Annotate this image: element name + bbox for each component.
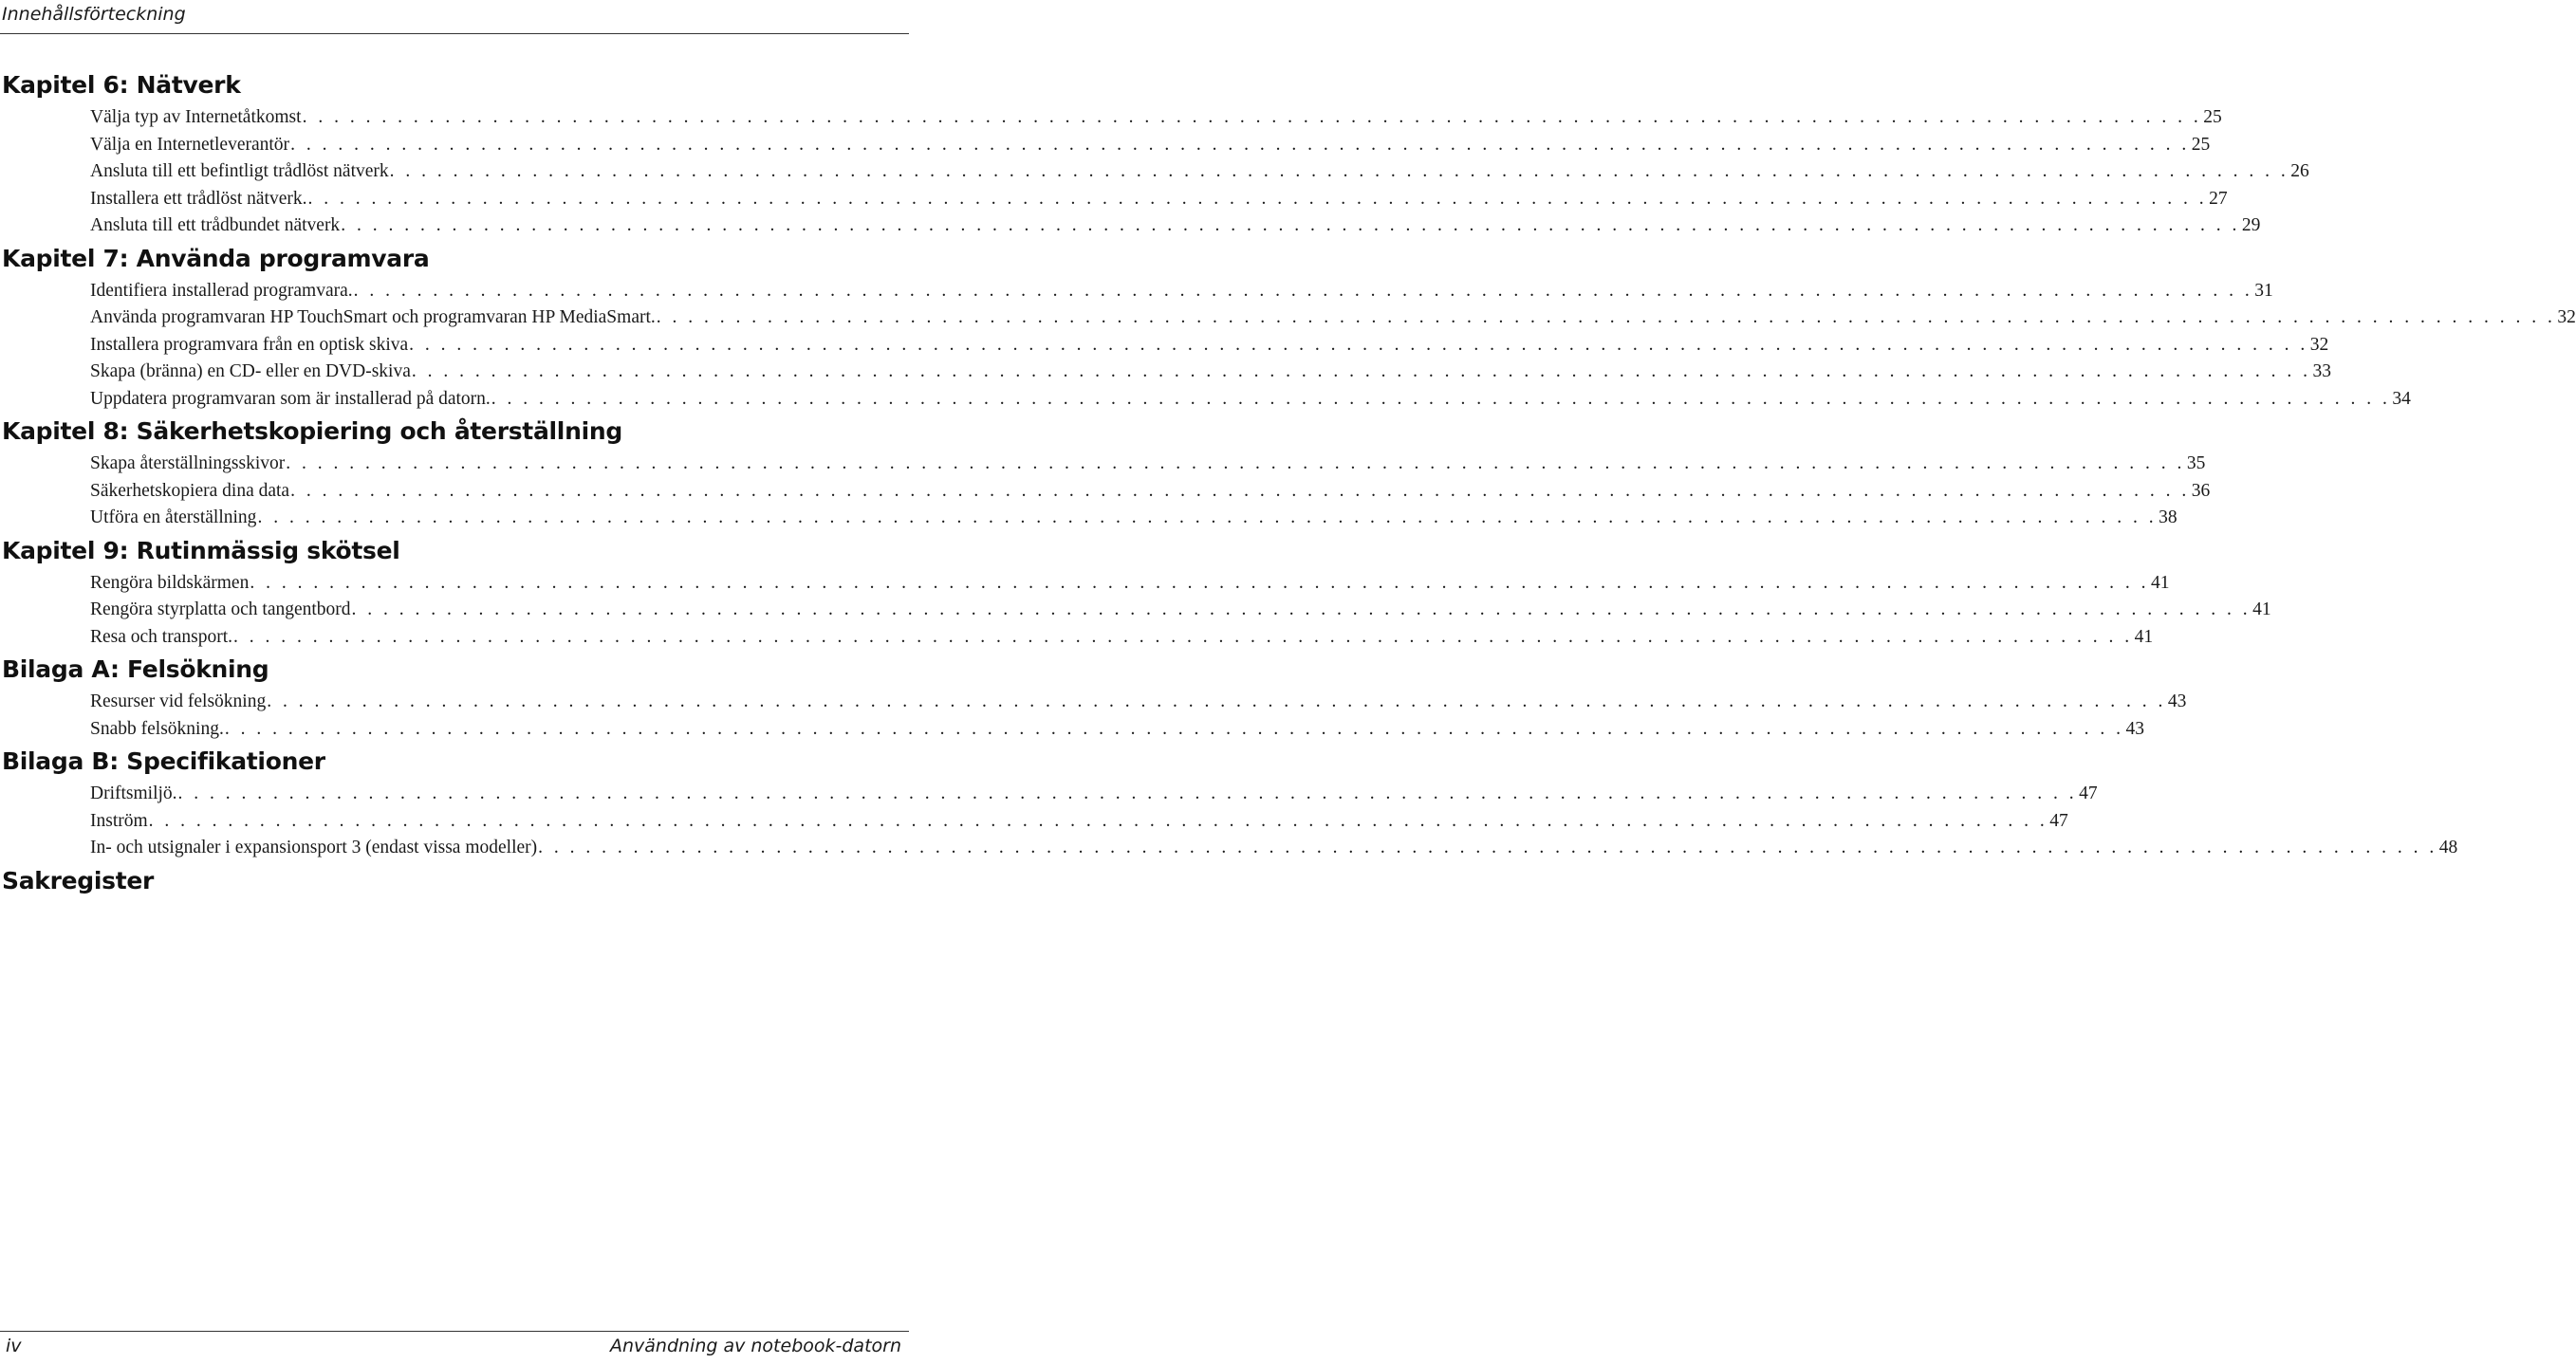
section-title: Kapitel 9: Rutinmässig skötsel <box>2 536 400 564</box>
toc-entry-page: 29 <box>2241 215 2261 235</box>
toc-entry-label: Välja typ av Internetåtkomst <box>90 107 302 127</box>
dot-leader: . . . . . . . . . . . . . . . . . . . . . . . . . . . . . . . . . . . . . . . . . . . . . . . . . . . . . . . . . . . . . . . . . . . . . . . . . . . . . . . . . . . . . . . . . . . . . . . . . . . . . . . . . . . . . . . . . . . . . . . . <box>411 361 2311 381</box>
toc-entry-label: Resa och transport. <box>90 626 233 647</box>
section-title: Kapitel 8: Säkerhetskopiering och återställning <box>2 417 622 445</box>
toc-entry[interactable] <box>90 478 2211 506</box>
dot-leader: . . . . . . . . . . . . . . . . . . . . . . . . . . . . . . . . . . . . . . . . . . . . . . . . . . . . . . . . . . . . . . . . . . . . . . . . . . . . . . . . . . . . . . . . . . . . . . . . . . . . . . . . . . . . . . . . . . . . . . . . <box>351 599 2252 619</box>
toc-entry-page: 38 <box>2159 507 2178 527</box>
toc-entry-page: 32 <box>2557 307 2576 327</box>
toc-entry-label: Använda programvaran HP TouchSmart och programvaran HP MediaSmart. <box>90 307 656 327</box>
page-number: iv <box>6 1336 22 1356</box>
toc-entry-page: 41 <box>2150 572 2170 593</box>
toc-entry[interactable] <box>90 386 2411 414</box>
header-rule <box>0 33 909 34</box>
toc-entry[interactable] <box>90 186 2228 213</box>
toc-entry[interactable] <box>90 332 2329 359</box>
toc-entry-label: Rengöra bildskärmen <box>90 572 250 593</box>
toc-entry[interactable] <box>90 689 2187 716</box>
toc-entry[interactable] <box>90 808 2068 836</box>
toc-entry-page: 26 <box>2290 161 2309 181</box>
footer-rule <box>0 1331 909 1332</box>
toc-entry-label: Snabb felsökning. <box>90 718 224 739</box>
toc-entry[interactable] <box>90 570 2170 598</box>
toc-entry-label: Säkerhetskopiera dina data <box>90 480 290 501</box>
toc-entry-label: Välja en Internetleverantör <box>90 134 290 155</box>
toc-entry-label: Ansluta till ett befintligt trådlöst nätverk <box>90 161 389 181</box>
section-title: Bilaga B: Specifikationer <box>2 747 325 775</box>
toc-entry[interactable] <box>90 451 2206 478</box>
dot-leader: . . . . . . . . . . . . . . . . . . . . . . . . . . . . . . . . . . . . . . . . . . . . . . . . . . . . . . . . . . . . . . . . . . . . . . . . . . . . . . . . . . . . . . . . . . . . . . . . . . . . . . . . . . . . . . . . . . . . . . . . <box>224 718 2124 739</box>
dot-leader: . . . . . . . . . . . . . . . . . . . . . . . . . . . . . . . . . . . . . . . . . . . . . . . . . . . . . . . . . . . . . . . . . . . . . . . . . . . . . . . . . . . . . . . . . . . . . . . . . . . . . . . . . . . . . . . . . . . . . . . . <box>409 334 2308 355</box>
dot-leader: . . . . . . . . . . . . . . . . . . . . . . . . . . . . . . . . . . . . . . . . . . . . . . . . . . . . . . . . . . . . . . . . . . . . . . . . . . . . . . . . . . . . . . . . . . . . . . . . . . . . . . . . . . . . . . . . . . . . . . . . <box>353 280 2253 301</box>
toc-entry-page: 35 <box>2186 453 2206 473</box>
toc-entry[interactable] <box>90 359 2332 386</box>
dot-leader: . . . . . . . . . . . . . . . . . . . . . . . . . . . . . . . . . . . . . . . . . . . . . . . . . . . . . . . . . . . . . . . . . . . . . . . . . . . . . . . . . . . . . . . . . . . . . . . . . . . . . . . . . . . . . . . . . . . . . . . . <box>491 388 2391 409</box>
table-of-contents <box>0 66 2576 900</box>
dot-leader: . . . . . . . . . . . . . . . . . . . . . . . . . . . . . . . . . . . . . . . . . . . . . . . . . . . . . . . . . . . . . . . . . . . . . . . . . . . . . . . . . . . . . . . . . . . . . . . . . . . . . . . . . . . . . . . . . . . . . . . . <box>250 572 2149 593</box>
running-header: Innehållsförteckning <box>2 4 186 25</box>
dot-leader: . . . . . . . . . . . . . . . . . . . . . . . . . . . . . . . . . . . . . . . . . . . . . . . . . . . . . . . . . . . . . . . . . . . . . . . . . . . . . . . . . . . . . . . . . . . . . . . . . . . . . . . . . . . . . . . . . . . . . . . . <box>302 107 2202 127</box>
toc-entry[interactable] <box>90 624 2154 652</box>
toc-entry-page: 47 <box>2079 783 2098 803</box>
toc-entry-label: Skapa återställningsskivor <box>90 453 286 473</box>
toc-entry-label: Installera programvara från en optisk skiva <box>90 334 409 355</box>
dot-leader: . . . . . . . . . . . . . . . . . . . . . . . . . . . . . . . . . . . . . . . . . . . . . . . . . . . . . . . . . . . . . . . . . . . . . . . . . . . . . . . . . . . . . . . . . . . . . . . . . . . . . . . . . . . . . . . . . . . . . . . . <box>257 507 2158 527</box>
dot-leader: . . . . . . . . . . . . . . . . . . . . . . . . . . . . . . . . . . . . . . . . . . . . . . . . . . . . . . . . . . . . . . . . . . . . . . . . . . . . . . . . . . . . . . . . . . . . . . . . . . . . . . . . . . . . . . . . . . . . . . . . <box>290 480 2190 501</box>
toc-entry-page: 43 <box>2167 691 2187 711</box>
dot-leader: . . . . . . . . . . . . . . . . . . . . . . . . . . . . . . . . . . . . . . . . . . . . . . . . . . . . . . . . . . . . . . . . . . . . . . . . . . . . . . . . . . . . . . . . . . . . . . . . . . . . . . . . . . . . . . . . . . . . . . . . <box>538 838 2437 857</box>
toc-entry[interactable] <box>90 304 2576 332</box>
section-title: Sakregister <box>2 866 155 894</box>
toc-entry[interactable] <box>90 212 2261 240</box>
section-title: Kapitel 6: Nätverk <box>2 71 241 99</box>
toc-entry-page: 48 <box>2438 838 2458 857</box>
toc-entry-label: Skapa (bränna) en CD- eller en DVD-skiva <box>90 361 411 381</box>
toc-entry-page: 31 <box>2254 280 2273 301</box>
toc-entry-page: 41 <box>2252 599 2271 619</box>
section-title: Bilaga A: Felsökning <box>2 655 269 683</box>
toc-entry[interactable] <box>90 716 2144 744</box>
dot-leader: . . . . . . . . . . . . . . . . . . . . . . . . . . . . . . . . . . . . . . . . . . . . . . . . . . . . . . . . . . . . . . . . . . . . . . . . . . . . . . . . . . . . . . . . . . . . . . . . . . . . . . . . . . . . . . . . . . . . . . . . <box>267 691 2166 711</box>
toc-entry[interactable] <box>90 104 2222 132</box>
toc-entry-label: Utföra en återställning <box>90 507 257 527</box>
toc-entry[interactable] <box>90 597 2271 624</box>
toc-entry-page: 43 <box>2125 718 2144 739</box>
toc-entry-label: Rengöra styrplatta och tangentbord <box>90 599 351 619</box>
toc-entry-page: 47 <box>2049 810 2068 831</box>
toc-entry-page: 27 <box>2209 188 2228 209</box>
toc-entry-label: Inström <box>90 810 148 831</box>
toc-entry-page: 34 <box>2392 388 2411 409</box>
toc-entry-label: In- och utsignaler i expansionsport 3 (endast vissa modeller) <box>90 838 538 857</box>
toc-entry-page: 33 <box>2312 361 2332 381</box>
dot-leader: . . . . . . . . . . . . . . . . . . . . . . . . . . . . . . . . . . . . . . . . . . . . . . . . . . . . . . . . . . . . . . . . . . . . . . . . . . . . . . . . . . . . . . . . . . . . . . . . . . . . . . . . . . . . . . . . . . . . . . . . <box>341 215 2240 235</box>
toc-entry[interactable] <box>90 835 2458 862</box>
dot-leader: . . . . . . . . . . . . . . . . . . . . . . . . . . . . . . . . . . . . . . . . . . . . . . . . . . . . . . . . . . . . . . . . . . . . . . . . . . . . . . . . . . . . . . . . . . . . . . . . . . . . . . . . . . . . . . . . . . . . . . . . <box>286 453 2185 473</box>
dot-leader: . . . . . . . . . . . . . . . . . . . . . . . . . . . . . . . . . . . . . . . . . . . . . . . . . . . . . . . . . . . . . . . . . . . . . . . . . . . . . . . . . . . . . . . . . . . . . . . . . . . . . . . . . . . . . . . . . . . . . . . . <box>656 307 2556 327</box>
dot-leader: . . . . . . . . . . . . . . . . . . . . . . . . . . . . . . . . . . . . . . . . . . . . . . . . . . . . . . . . . . . . . . . . . . . . . . . . . . . . . . . . . . . . . . . . . . . . . . . . . . . . . . . . . . . . . . . . . . . . . . . . <box>389 161 2289 181</box>
toc-entry-label: Identifiera installerad programvara. <box>90 280 353 301</box>
dot-leader: . . . . . . . . . . . . . . . . . . . . . . . . . . . . . . . . . . . . . . . . . . . . . . . . . . . . . . . . . . . . . . . . . . . . . . . . . . . . . . . . . . . . . . . . . . . . . . . . . . . . . . . . . . . . . . . . . . . . . . . . <box>290 134 2190 155</box>
toc-entry[interactable] <box>90 158 2309 186</box>
toc-entry[interactable] <box>90 278 2273 305</box>
dot-leader: . . . . . . . . . . . . . . . . . . . . . . . . . . . . . . . . . . . . . . . . . . . . . . . . . . . . . . . . . . . . . . . . . . . . . . . . . . . . . . . . . . . . . . . . . . . . . . . . . . . . . . . . . . . . . . . . . . . . . . . . <box>177 783 2078 803</box>
dot-leader: . . . . . . . . . . . . . . . . . . . . . . . . . . . . . . . . . . . . . . . . . . . . . . . . . . . . . . . . . . . . . . . . . . . . . . . . . . . . . . . . . . . . . . . . . . . . . . . . . . . . . . . . . . . . . . . . . . . . . . . . <box>307 188 2208 209</box>
toc-entry[interactable] <box>90 132 2211 159</box>
dot-leader: . . . . . . . . . . . . . . . . . . . . . . . . . . . . . . . . . . . . . . . . . . . . . . . . . . . . . . . . . . . . . . . . . . . . . . . . . . . . . . . . . . . . . . . . . . . . . . . . . . . . . . . . . . . . . . . . . . . . . . . . <box>233 626 2133 647</box>
toc-entry-label: Ansluta till ett trådbundet nätverk <box>90 215 341 235</box>
toc-entry-label: Driftsmiljö. <box>90 783 177 803</box>
toc-entry-page: 41 <box>2134 626 2154 647</box>
toc-entry-page: 25 <box>2191 134 2211 155</box>
dot-leader: . . . . . . . . . . . . . . . . . . . . . . . . . . . . . . . . . . . . . . . . . . . . . . . . . . . . . . . . . . . . . . . . . . . . . . . . . . . . . . . . . . . . . . . . . . . . . . . . . . . . . . . . . . . . . . . . . . . . . . . . <box>148 810 2048 831</box>
book-title: Användning av notebook-datorn <box>609 1336 901 1356</box>
toc-entry-page: 36 <box>2191 480 2211 501</box>
toc-entry-label: Installera ett trådlöst nätverk. <box>90 188 307 209</box>
toc-entry[interactable] <box>90 505 2178 532</box>
section-title: Kapitel 7: Använda programvara <box>2 244 430 272</box>
toc-entry-label: Resurser vid felsökning <box>90 691 267 711</box>
toc-entry-page: 32 <box>2309 334 2329 355</box>
toc-entry-page: 25 <box>2203 107 2222 127</box>
toc-entry-label: Uppdatera programvaran som är installerad på datorn. <box>90 388 491 409</box>
toc-entry[interactable] <box>90 781 2098 808</box>
